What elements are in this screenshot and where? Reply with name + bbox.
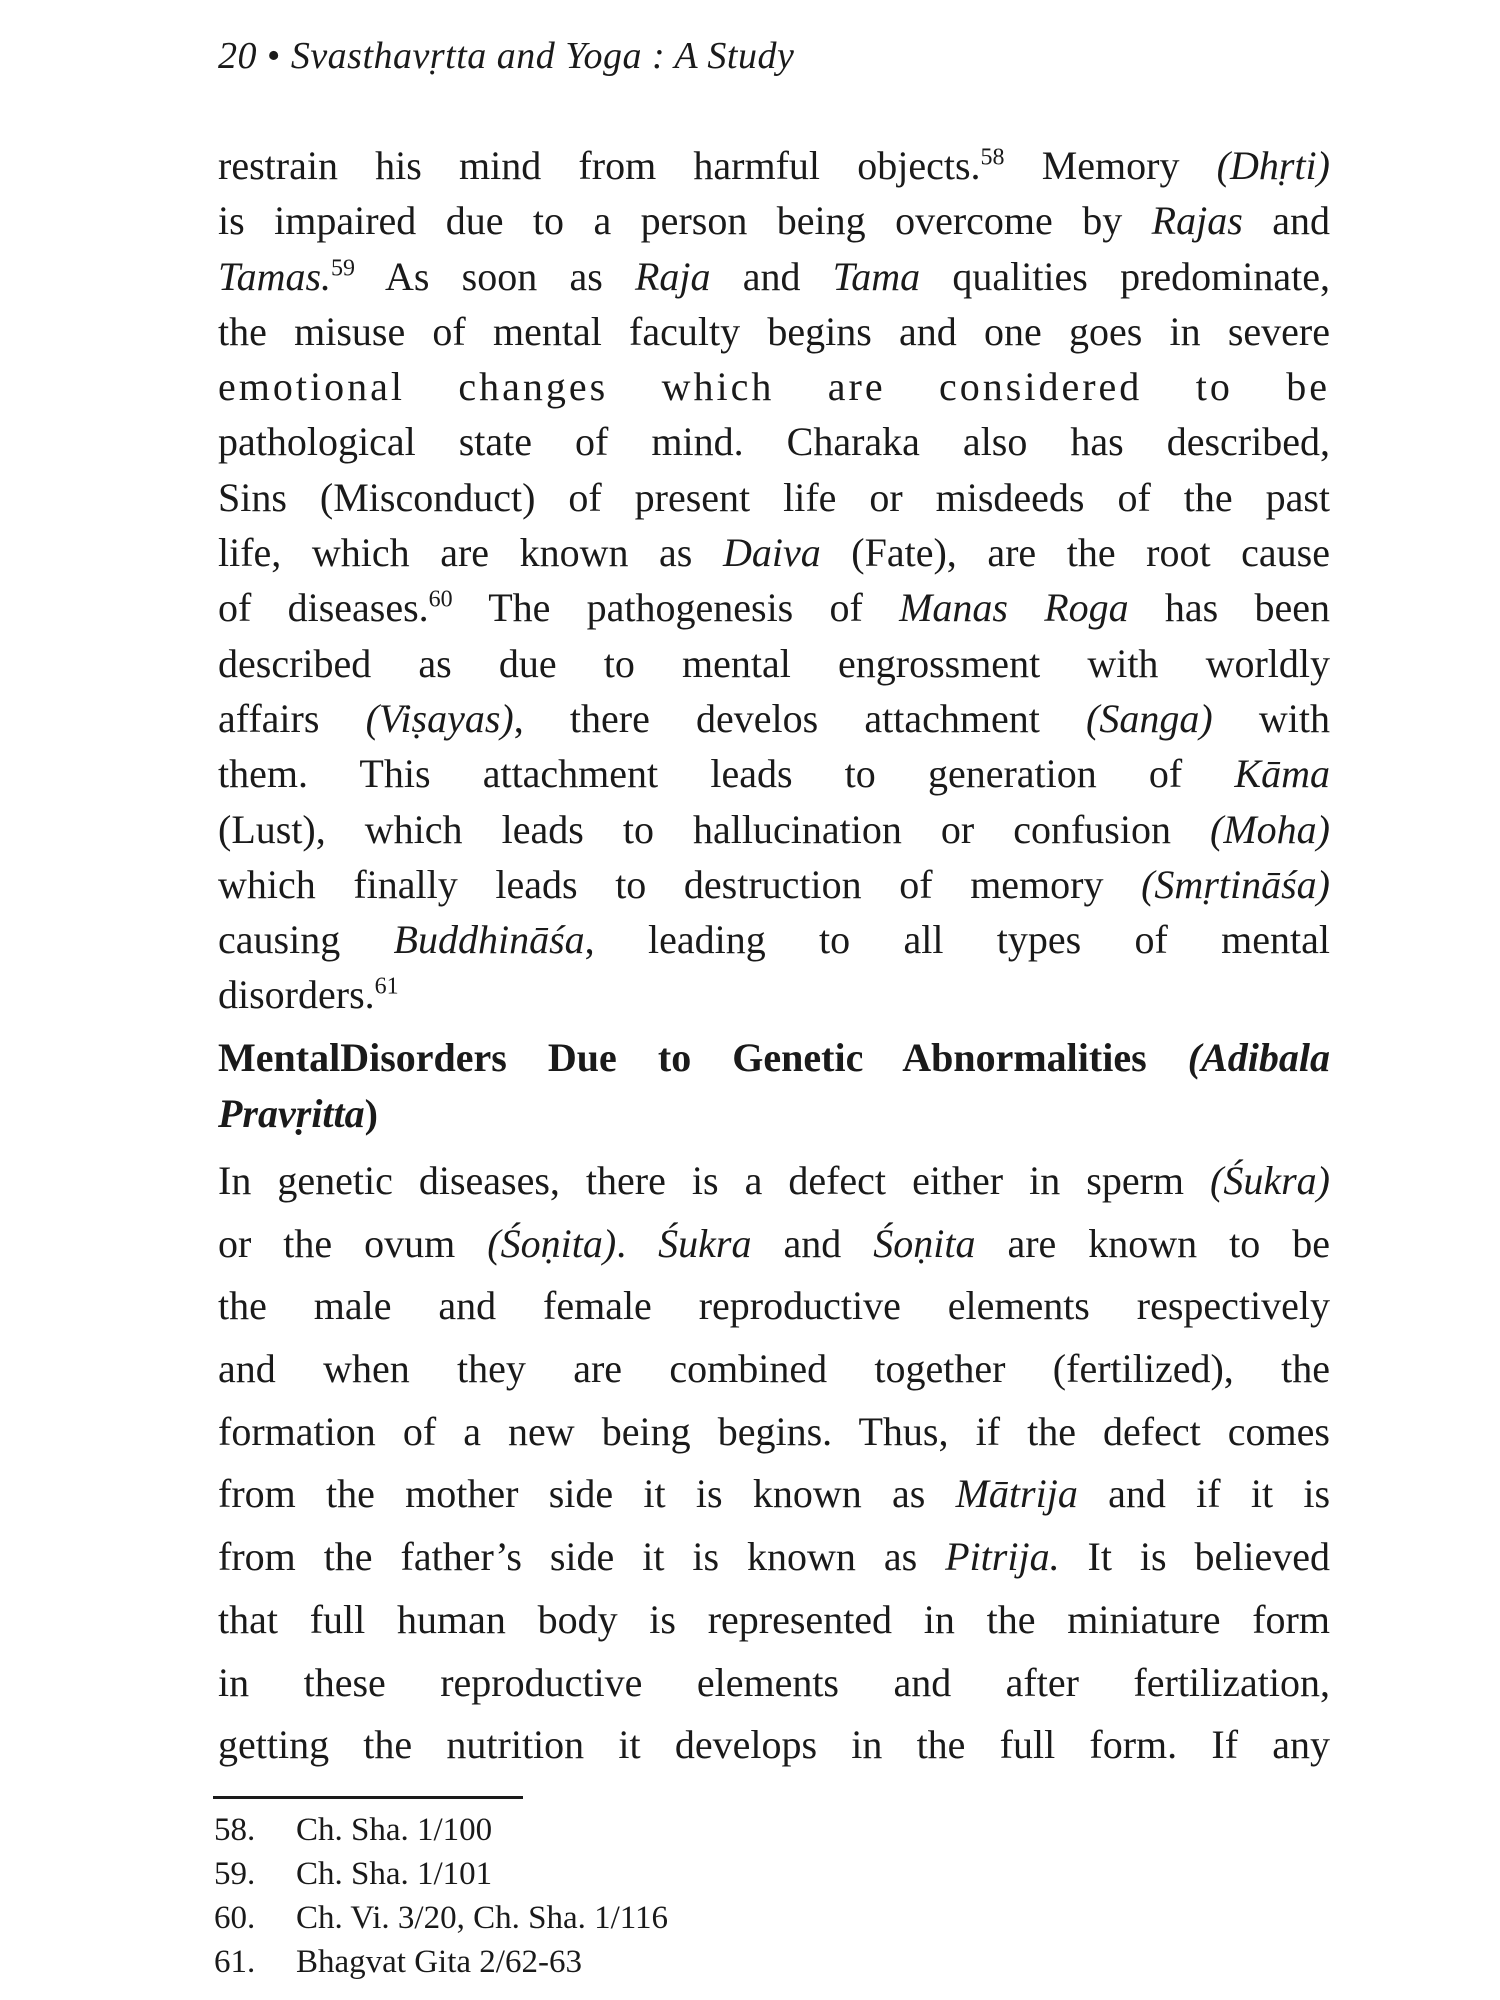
text-line: the misuse of mental faculty begins and one goes in severe bbox=[218, 308, 1330, 354]
paragraph-1 bbox=[218, 138, 1330, 1023]
text-line: affairs (Viṣayas), there develos attachment (Sanga) with bbox=[218, 695, 1330, 741]
footnotes bbox=[214, 1808, 668, 1984]
text-line: them. This attachment leads to generation of Kāma bbox=[218, 751, 1330, 797]
section-heading bbox=[218, 1030, 1330, 1142]
footnote-58: 58. Ch. Sha. 1/100 bbox=[214, 1812, 493, 1848]
text-line: life, which are known as Daiva (Fate), are the root cause bbox=[218, 530, 1331, 576]
text-line: and when they are combined together (fertilized), the bbox=[218, 1346, 1330, 1392]
text-line: pathological state of mind. Charaka also has described, bbox=[218, 419, 1330, 465]
footnote-ref-58: 58 bbox=[980, 144, 1005, 171]
text-line: In genetic diseases, there is a defect either in sperm (Śukra) bbox=[218, 1158, 1330, 1203]
text-line: emotional changes which are considered to be bbox=[218, 364, 1330, 410]
text-line: described as due to mental engrossment with worldly bbox=[218, 640, 1330, 686]
footnote-61: 61. Bhagvat Gita 2/62-63 bbox=[214, 1944, 582, 1980]
text-line: from the mother side it is known as Mātrija and if it is bbox=[218, 1471, 1331, 1517]
text-line: (Lust), which leads to hallucination or confusion (Moha) bbox=[218, 806, 1330, 852]
page-number: 20 bbox=[218, 35, 257, 77]
text-line: Sins (Misconduct) of present life or misdeeds of the past bbox=[218, 474, 1330, 520]
book-title: Svasthavṛtta and Yoga : A Study bbox=[290, 35, 795, 77]
text-line: is impaired due to a person being overcome by Rajas and bbox=[218, 198, 1330, 244]
footnote-59: 59. Ch. Sha. 1/101 bbox=[214, 1856, 493, 1892]
text-line: disorders.$^{61}$ bbox=[218, 972, 399, 1018]
footnote-divider bbox=[213, 1796, 523, 1799]
text-line: of diseases.$^{60}$ The pathogenesis of Manas Roga has been bbox=[218, 585, 1330, 631]
text-line: the male and female reproductive elements respectively bbox=[218, 1283, 1330, 1329]
text-line: in these reproductive elements and after fertilization, bbox=[218, 1659, 1330, 1705]
text-line: restrain his mind from harmful objects.$^{58}$ Memory (Dhṛti) bbox=[218, 143, 1330, 188]
text-line: which finally leads to destruction of memory (Smṛtināśa) bbox=[218, 861, 1330, 907]
heading-line: Pravṛitta) bbox=[218, 1091, 378, 1136]
text-line: from the father’s side it is known as Pitrija. It is believed bbox=[218, 1534, 1331, 1580]
footnote-ref-60: 60 bbox=[428, 587, 453, 614]
running-head bbox=[218, 34, 794, 78]
paragraph-2 bbox=[218, 1150, 1330, 1777]
heading-line: MentalDisorders Due to Genetic Abnormalities (Adibala bbox=[218, 1035, 1330, 1080]
text-line: causing Buddhināśa, leading to all types of mental bbox=[218, 917, 1330, 963]
text-line: formation of a new being begins. Thus, if the defect comes bbox=[218, 1408, 1330, 1454]
running-head-separator: • bbox=[267, 35, 281, 77]
footnote-ref-59: 59 bbox=[331, 255, 356, 282]
text-line: that full human body is represented in the miniature form bbox=[218, 1596, 1330, 1642]
footnote-ref-61: 61 bbox=[374, 974, 399, 1001]
text-line: or the ovum (Śoṇita). Śukra and Śoṇita are known to be bbox=[218, 1220, 1330, 1266]
footnote-60: 60. Ch. Vi. 3/20, Ch. Sha. 1/116 bbox=[214, 1900, 669, 1936]
text-line: getting the nutrition it develops in the full form. If any bbox=[218, 1722, 1330, 1768]
text-line: Tamas.$^{59}$ As soon as Raja and Tama qualities predominate, bbox=[218, 253, 1330, 299]
